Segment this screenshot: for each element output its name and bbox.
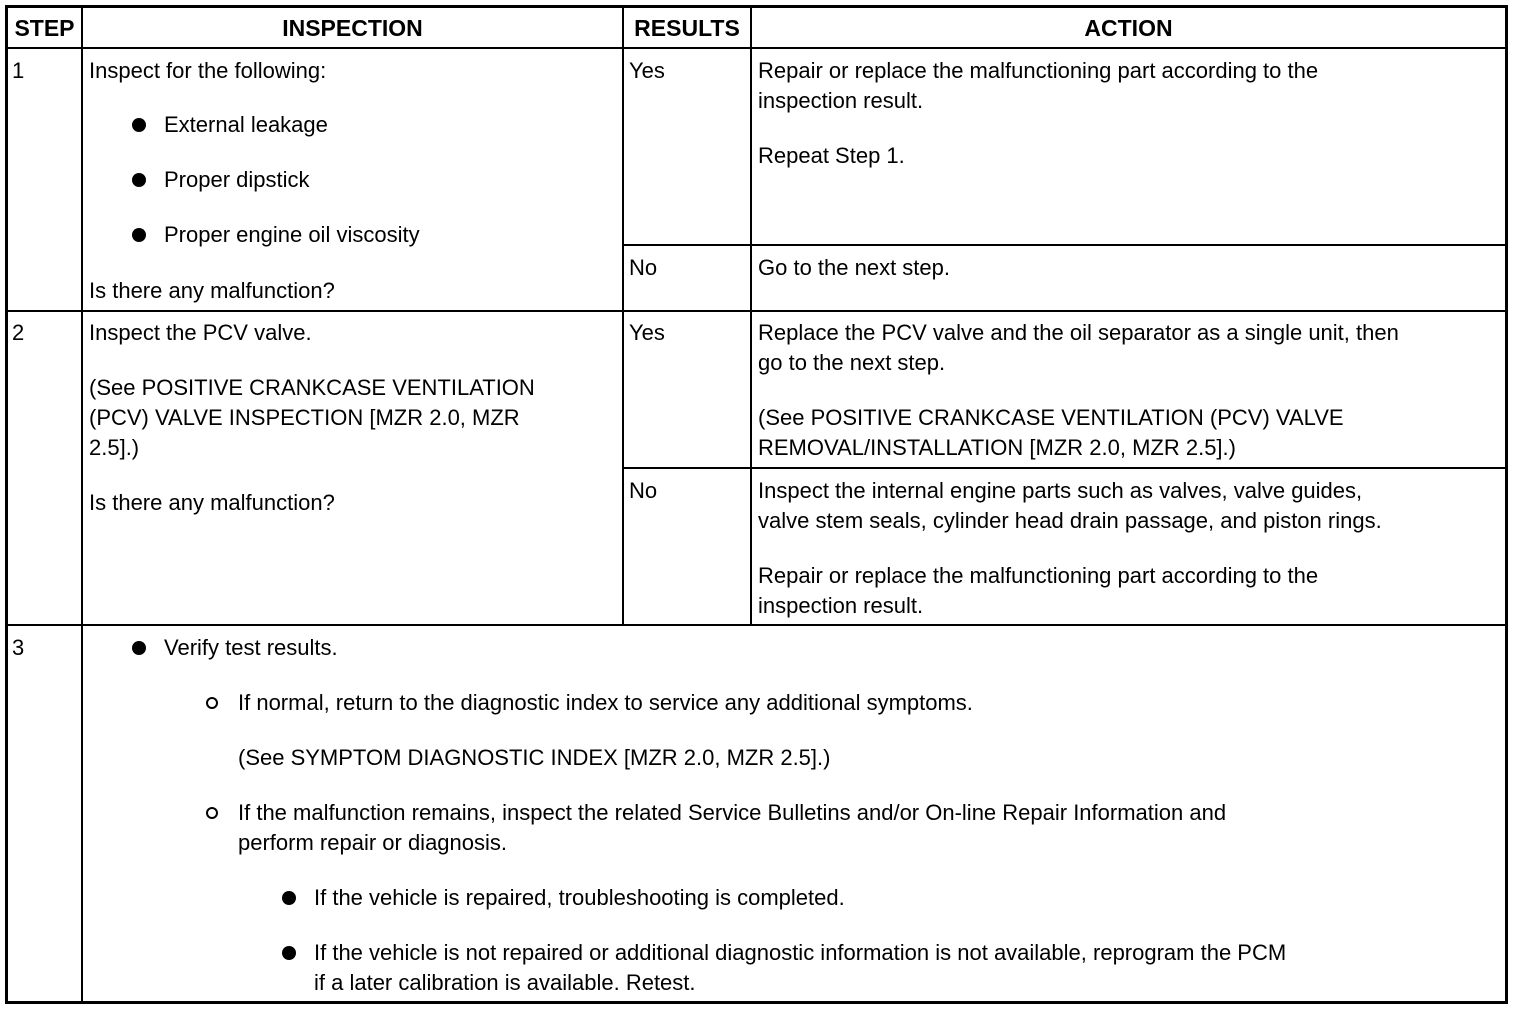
step1-yes-action2: Repeat Step 1. — [758, 143, 905, 168]
bullet-dot — [132, 118, 146, 132]
sub-bullet-ring — [206, 807, 218, 819]
step3-remains-line1: If the malfunction remains, inspect the related Service Bulletins and/or On-line Repair Information and — [238, 800, 1227, 825]
step2-yes-see-line2: REMOVAL/INSTALLATION [MZR 2.0, MZR 2.5].) — [758, 435, 1236, 460]
header-inspection: INSPECTION — [282, 15, 423, 41]
step3-number: 3 — [12, 635, 25, 660]
step3-not-repaired-line1: If the vehicle is not repaired or additional diagnostic information is not available, reprogram the PCM — [314, 940, 1287, 965]
step3-bullet: Verify test results. — [164, 635, 338, 660]
step1-question: Is there any malfunction? — [89, 278, 335, 303]
step1-no-action: Go to the next step. — [758, 255, 951, 280]
row-divider-step1-yes-no — [622, 244, 1507, 246]
step2-yes-action-line2: go to the next step. — [758, 350, 946, 375]
step2-yes-see-line1: (See POSITIVE CRANKCASE VENTILATION (PCV) VALVE — [758, 405, 1344, 430]
step2-yes-action-line1: Replace the PCV valve and the oil separator as a single unit, then — [758, 320, 1399, 345]
step2-number: 2 — [12, 320, 25, 345]
step2-no-action-line2: valve stem seals, cylinder head drain passage, and piston rings. — [758, 508, 1382, 533]
bullet-dot — [132, 228, 146, 242]
step2-see-line3: 2.5].) — [89, 435, 140, 460]
table-border-left — [5, 5, 8, 1004]
step2-intro: Inspect the PCV valve. — [89, 320, 312, 345]
step2-see-line1: (See POSITIVE CRANKCASE VENTILATION — [89, 375, 535, 400]
header-results: RESULTS — [634, 15, 740, 41]
bullet-dot — [282, 891, 296, 905]
step2-yes-result: Yes — [629, 320, 665, 345]
table-border-right — [1505, 5, 1508, 1004]
step2-no-action2-line1: Repair or replace the malfunctioning part according to the — [758, 563, 1319, 588]
col-divider-inspection — [622, 5, 624, 626]
step1-number: 1 — [12, 58, 25, 83]
step1-yes-action-line2: inspection result. — [758, 88, 924, 113]
step2-see-line2: (PCV) VALVE INSPECTION [MZR 2.0, MZR — [89, 405, 520, 430]
step1-bullet-1: External leakage — [164, 112, 328, 137]
bullet-dot — [282, 946, 296, 960]
step2-no-result: No — [629, 478, 658, 503]
bullet-dot — [132, 641, 146, 655]
step1-yes-action-line1: Repair or replace the malfunctioning part according to the — [758, 58, 1319, 83]
step3-not-repaired-line2: if a later calibration is available. Retest. — [314, 970, 696, 995]
step1-bullet-2: Proper dipstick — [164, 167, 310, 192]
table-border-bottom — [5, 1001, 1508, 1004]
step3-normal: If normal, return to the diagnostic index to service any additional symptoms. — [238, 690, 973, 715]
header-action: ACTION — [1084, 15, 1173, 41]
col-divider-results — [750, 5, 752, 626]
col-divider-step — [81, 5, 83, 1004]
step3-repaired: If the vehicle is repaired, troubleshooting is completed. — [314, 885, 845, 910]
header-step: STEP — [14, 15, 75, 41]
step1-no-result: No — [629, 255, 658, 280]
step2-question: Is there any malfunction? — [89, 490, 335, 515]
bullet-dot — [132, 173, 146, 187]
step2-no-action-line1: Inspect the internal engine parts such as valves, valve guides, — [758, 478, 1363, 503]
row-divider-step1-step2 — [5, 310, 1508, 312]
step1-yes-result: Yes — [629, 58, 665, 83]
row-divider-step2-yes-no — [622, 467, 1507, 469]
step1-bullet-3: Proper engine oil viscosity — [164, 222, 420, 247]
sub-bullet-ring — [206, 697, 218, 709]
step3-normal-see: (See SYMPTOM DIAGNOSTIC INDEX [MZR 2.0, MZR 2.5].) — [238, 745, 831, 770]
row-divider-step2-step3 — [5, 624, 1508, 626]
step3-remains-line2: perform repair or diagnosis. — [238, 830, 508, 855]
step2-no-action2-line2: inspection result. — [758, 593, 924, 618]
step1-intro: Inspect for the following: — [89, 58, 327, 83]
